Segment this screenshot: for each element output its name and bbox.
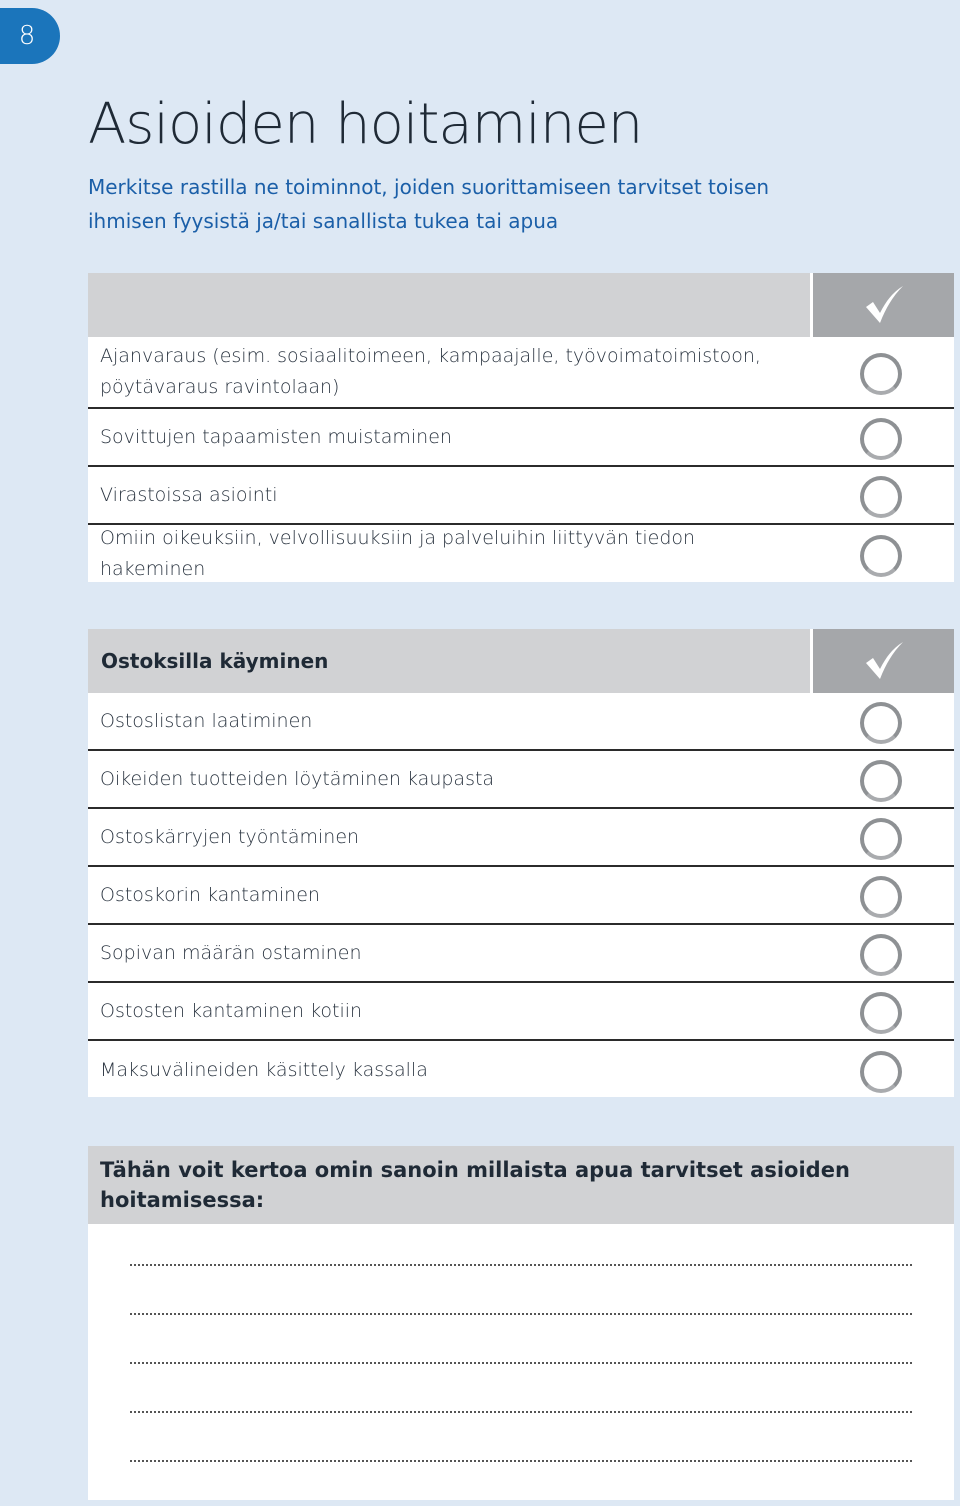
section-header: [88, 273, 954, 337]
section-shopping: [88, 629, 954, 1097]
writing-line[interactable]: [130, 1460, 912, 1462]
radio-button[interactable]: [860, 418, 902, 460]
checkmark-icon: [862, 639, 906, 683]
list-item: [88, 925, 954, 983]
list-item: [88, 751, 954, 809]
item-label: Maksuvälineiden käsittely kassalla: [100, 1058, 428, 1081]
page-instructions: Merkitse rastilla ne toiminnot, joiden suorittamiseen tarvitset toisen ihmisen fyysistä ja/tai sanallista tukea tai apua: [88, 175, 770, 233]
page-number-badge: [0, 8, 60, 64]
item-label: Sopivan määrän ostaminen: [100, 941, 362, 964]
list-item: [88, 525, 954, 582]
writing-line[interactable]: [130, 1264, 912, 1266]
radio-button[interactable]: [860, 876, 902, 918]
free-text-area[interactable]: [88, 1224, 954, 1500]
checkmark-icon: [862, 283, 906, 327]
radio-button[interactable]: [860, 992, 902, 1034]
writing-line[interactable]: [130, 1313, 912, 1315]
section-heading: Ostoksilla käyminen: [101, 649, 329, 673]
page-number: 8: [18, 21, 36, 51]
item-label: Ostoslistan laatiminen: [100, 709, 313, 732]
list-item: [88, 337, 954, 409]
item-label: Oikeiden tuotteiden löytäminen kaupasta: [100, 767, 495, 790]
item-label: Sovittujen tapaamisten muistaminen: [100, 425, 452, 448]
item-label: Ajanvaraus (esim. sosiaalitoimeen, kampaajalle, työvoimatoimistoon, pöytävaraus ravintolaan): [100, 345, 761, 398]
section-header: [88, 629, 954, 693]
radio-button[interactable]: [860, 934, 902, 976]
radio-button[interactable]: [860, 353, 902, 395]
list-item: [88, 867, 954, 925]
item-label: Ostosten kantaminen kotiin: [100, 999, 363, 1022]
radio-button[interactable]: [860, 476, 902, 518]
radio-button[interactable]: [860, 1051, 902, 1093]
radio-button[interactable]: [860, 818, 902, 860]
item-label: Ostoskärryjen työntäminen: [100, 825, 360, 848]
list-item: [88, 467, 954, 525]
list-item: [88, 983, 954, 1041]
writing-line[interactable]: [130, 1362, 912, 1364]
radio-button[interactable]: [860, 760, 902, 802]
item-label: Virastoissa asiointi: [100, 483, 278, 506]
list-item: [88, 809, 954, 867]
free-text-heading: Tähän voit kertoa omin sanoin millaista apua tarvitset asioiden hoitamisessa:: [100, 1158, 850, 1212]
list-item: [88, 409, 954, 467]
section-appointments: [88, 273, 954, 582]
radio-button[interactable]: [860, 702, 902, 744]
radio-button[interactable]: [860, 535, 902, 577]
writing-line[interactable]: [130, 1411, 912, 1413]
free-text-header: [88, 1146, 954, 1224]
check-column-header: [810, 629, 954, 693]
list-item: [88, 1041, 954, 1099]
page-title: Asioiden hoitaminen: [88, 92, 643, 157]
check-column-header: [810, 273, 954, 337]
list-item: [88, 693, 954, 751]
item-label: Ostoskorin kantaminen: [100, 883, 320, 906]
item-label: Omiin oikeuksiin, velvollisuuksiin ja palveluihin liittyvän tiedon hakeminen: [100, 526, 696, 580]
